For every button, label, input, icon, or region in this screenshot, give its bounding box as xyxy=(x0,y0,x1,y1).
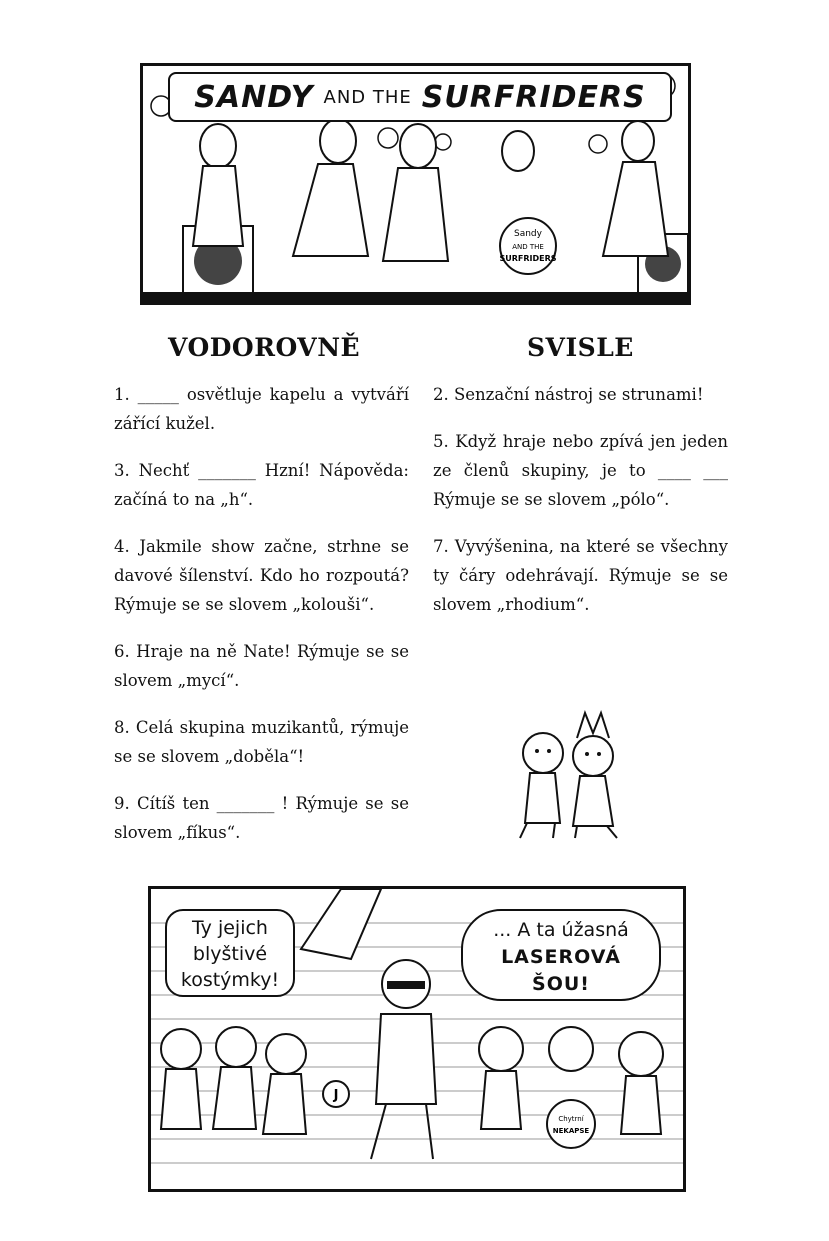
speech-bubble-costumes xyxy=(165,909,295,997)
drum-label-bottom: SURFRIDERS xyxy=(499,254,557,263)
clue-across-9: 9. Cítíš ten _______ ! Rýmuje se se slovem „fíkus“. xyxy=(114,794,409,842)
clue-down-7: 7. Vyvýšenina, na které se všechny ty čáry odehrávají. Rýmuje se se slovem „rhodium“. xyxy=(433,537,728,614)
clue-across-8: 8. Celá skupina muzikantů, rýmuje se se slovem „doběla“! xyxy=(114,718,409,766)
bubble-left-line-3: kostýmky! xyxy=(180,969,280,991)
clue-across-6: 6. Hraje na ně Nate! Rýmuje se se slovem „mycí“. xyxy=(114,642,409,690)
drum-label-middle: AND THE xyxy=(512,243,544,251)
banner-surfriders: SURFRIDERS xyxy=(421,79,646,115)
banner-sandy: SANDY xyxy=(194,79,314,115)
bubble-left-line-2: blyštivé xyxy=(192,943,268,965)
drum-label-nekapse: NEKAPSE xyxy=(552,1127,590,1135)
drum-label-top: Sandy xyxy=(514,229,542,239)
clues-across xyxy=(114,380,409,865)
band-banner xyxy=(168,72,672,122)
tambourine-letter: J xyxy=(333,1088,339,1103)
bubble-right-line-2: LASEROVÁ xyxy=(501,946,621,968)
sunglasses xyxy=(387,981,425,989)
clue-across-4: 4. Jakmile show začne, strhne se davové šílenství. Kdo ho rozpoutá? Rýmuje se se slovem „kolouši“. xyxy=(114,537,409,614)
clues-down xyxy=(433,380,728,637)
bubble-left-line-1: Ty jejich xyxy=(192,917,268,939)
bubble-right-line-1: ... A ta úžasná xyxy=(493,919,629,941)
drum-label-chytrni: Chytrní xyxy=(558,1115,584,1123)
two-kids-illustration xyxy=(505,708,630,843)
banner-and-the: AND THE xyxy=(323,86,412,108)
stage-floor xyxy=(143,292,688,302)
band-illustration-bottom xyxy=(148,886,686,1192)
band-illustration-top xyxy=(140,63,691,305)
clue-across-3: 3. Nechť _______ Hzní! Nápověda: začíná to na „h“. xyxy=(114,461,409,509)
clue-down-2: 2. Senzační nástroj se strunami! xyxy=(433,385,704,404)
bubble-right-line-3: ŠOU! xyxy=(532,973,590,995)
speech-bubble-laser-show xyxy=(461,909,661,1001)
clue-down-5: 5. Když hraje nebo zpívá jen jeden ze členů skupiny, je to ____ ___ Rýmuje se se slovem „pólo“. xyxy=(433,432,728,509)
heading-across: VODOROVNĚ xyxy=(168,333,361,362)
heading-down: SVISLE xyxy=(527,333,634,362)
clue-across-1: 1. _____ osvětluje kapelu a vytváří zářící kužel. xyxy=(114,385,409,433)
